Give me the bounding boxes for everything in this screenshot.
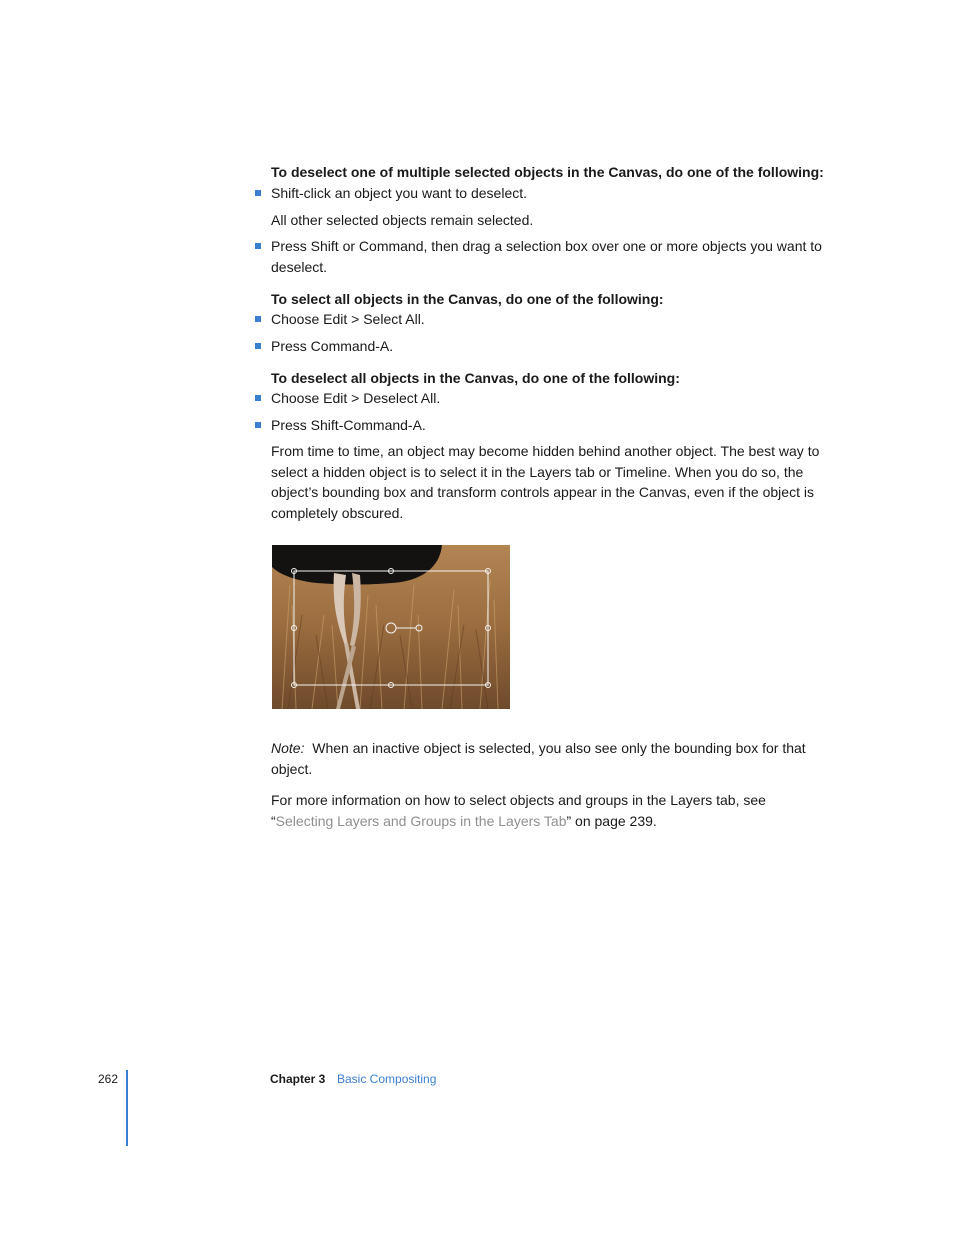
main-content	[271, 162, 831, 831]
bullet-shift-command-a: Press Shift-Command-A.	[271, 415, 831, 436]
heading-deselect-all: To deselect all objects in the Canvas, do one of the following:	[271, 370, 680, 386]
bullet-choose-deselect-all: Choose Edit > Deselect All.	[271, 388, 831, 409]
ostrich-photo	[272, 545, 510, 709]
bullet-choose-select-all: Choose Edit > Select All.	[271, 309, 831, 330]
more-info-text: For more information on how to select objects and groups in the Layers tab, see “	[271, 792, 766, 829]
heading-deselect-one: To deselect one of multiple selected objects in the Canvas, do one of the following:	[271, 164, 824, 180]
cross-reference-link[interactable]: Selecting Layers and Groups in the Layers Tab	[275, 812, 567, 829]
bullet-drag-selection: Press Shift or Command, then drag a selection box over one or more objects you want to deselect.	[271, 236, 831, 277]
footer-divider	[126, 1070, 128, 1146]
paragraph-hidden-object: From time to time, an object may become hidden behind another object. The best way to select a hidden object is to select it in the Layers tab or Timeline. When you do so, the object’s bounding box and transform controls appear in the Canvas, even if the object is completely obscured.	[271, 443, 820, 521]
note-paragraph	[271, 738, 831, 779]
more-info-paragraph	[271, 790, 831, 831]
ostrich-bounding-box-figure	[272, 545, 510, 709]
more-info-page: ” on page 239.	[566, 812, 657, 829]
heading-select-all: To select all objects in the Canvas, do one of the following:	[271, 291, 664, 307]
bullet-command-a: Press Command-A.	[271, 336, 831, 357]
chapter-title: Basic Compositing	[337, 1072, 437, 1086]
bullet-shift-click: Shift-click an object you want to deselect.	[271, 183, 831, 204]
note-text: When an inactive object is selected, you also see only the bounding box for that object.	[271, 740, 806, 777]
chapter-label: Chapter 3	[270, 1072, 326, 1086]
paragraph-remain-selected: All other selected objects remain selected.	[271, 211, 534, 228]
page-number: 262	[98, 1072, 119, 1086]
note-label: Note:	[271, 740, 305, 756]
